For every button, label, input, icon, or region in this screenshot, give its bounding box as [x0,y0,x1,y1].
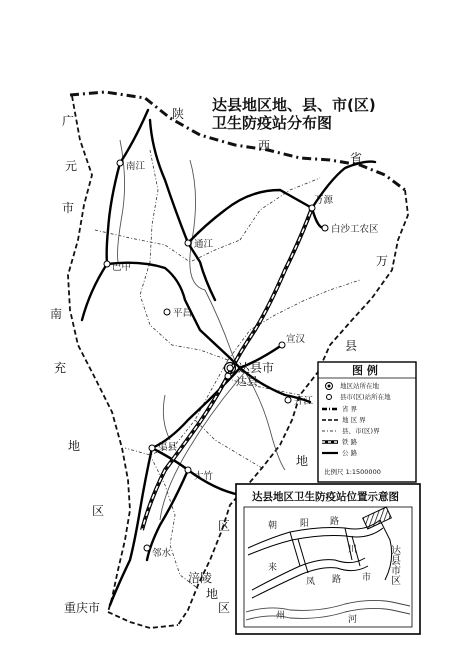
city-marker-tongjiang [185,240,191,246]
legend-title: 图 例 [352,364,378,377]
city-label-pingchang: 平昌 [173,308,193,319]
inset-label-daxianshiqu: 达县市区 [388,545,400,585]
border-label-wan: 万 [376,254,389,268]
inset-label-zhou: 州 [276,611,286,621]
city-marker-bazhong [104,261,110,267]
city-label-quxian: 渠县 [158,442,178,453]
inset-label-shi: 市 [362,573,372,583]
border-label-qu-east: 区 [218,519,231,533]
inset-label-chuan: 川 [348,545,358,555]
legend-prefecture-seat: 地区站所在地 [340,382,379,390]
legend-prefecture-border: 地 区 界 [342,416,366,424]
border-label-di-east: 地 [296,454,309,468]
city-label-daxian: 达县 [236,375,258,388]
legend [318,362,416,482]
city-marker-linshui [144,545,150,551]
legend-symbol-county-seat [327,395,332,400]
city-marker-pingchang [164,309,170,315]
inset-label-lu2: 路 [332,575,342,585]
inset-title: 达县地区卫生防疫站位置示意图 [252,491,399,503]
border-label-di-west: 地 [68,439,81,453]
border-label-yuan: 元 [65,159,78,173]
city-marker-xuanhan [279,342,285,348]
city-label-xuanhan: 宣汉 [286,334,306,345]
legend-highway: 公 路 [342,449,358,457]
border-label-nan: 南 [50,307,63,321]
city-label-baisha: 白沙工农区 [331,224,379,235]
city-label-kaijiang: 开江 [294,396,314,407]
city-marker-baisha [322,225,328,231]
legend-scale: 比例尺 1:1500000 [324,468,381,476]
border-label-shi: 市 [62,201,75,215]
border-label-chongqing: 重庆市 [64,601,101,615]
border-label-xian: 县 [345,339,358,353]
city-marker-quxian [149,445,155,451]
city-marker-nanjiang [117,160,123,166]
border-label-sheng: 省 [350,151,363,165]
border-label-fuling: 涪陵 [188,571,213,585]
legend-county-seat: 县市(区)站所在地 [340,393,391,401]
legend-province-border: 省 界 [342,405,358,413]
inset-label-he: 河 [348,615,358,625]
city-label-tongjiang: 通江 [194,239,214,250]
map-title-line1: 达县地区地、县、市(区) [212,96,376,114]
city-label-daxianshi: 达县市 [238,361,275,375]
border-label-xi: 西 [258,139,271,153]
city-label-nanjiang: 南江 [126,161,146,172]
city-marker-daxianshi [227,365,233,371]
map-title-line2: 卫生防疫站分布图 [212,114,333,132]
inset-label-yang: 阳 [300,519,310,529]
inset-label-lu1: 路 [330,517,340,527]
legend-county-border: 县、市(区)界 [342,427,380,435]
border-label-shaan: 陕 [172,107,185,121]
border-label-guang: 广 [62,114,75,128]
inset-label-feng: 凤 [306,577,316,587]
inset-label-lai: 来 [268,563,278,573]
city-marker-kaijiang [285,397,291,403]
border-label-qu-west: 区 [92,504,105,518]
border-label-qu-south: 区 [218,601,231,615]
city-label-linshui: 邻水 [152,548,172,559]
border-label-chong: 充 [54,361,67,375]
border-label-di-south: 地 [206,587,219,601]
inset-map [236,484,420,634]
inset-label-zhao: 朝 [268,521,278,531]
legend-railway: 铁 路 [342,438,358,446]
city-label-wanyuan: 万源 [314,195,334,206]
city-label-dazhu: 大竹 [194,471,214,482]
city-marker-dazhu [185,467,191,473]
city-label-bazhong: 巴中 [112,262,132,273]
legend-frame [318,362,416,482]
